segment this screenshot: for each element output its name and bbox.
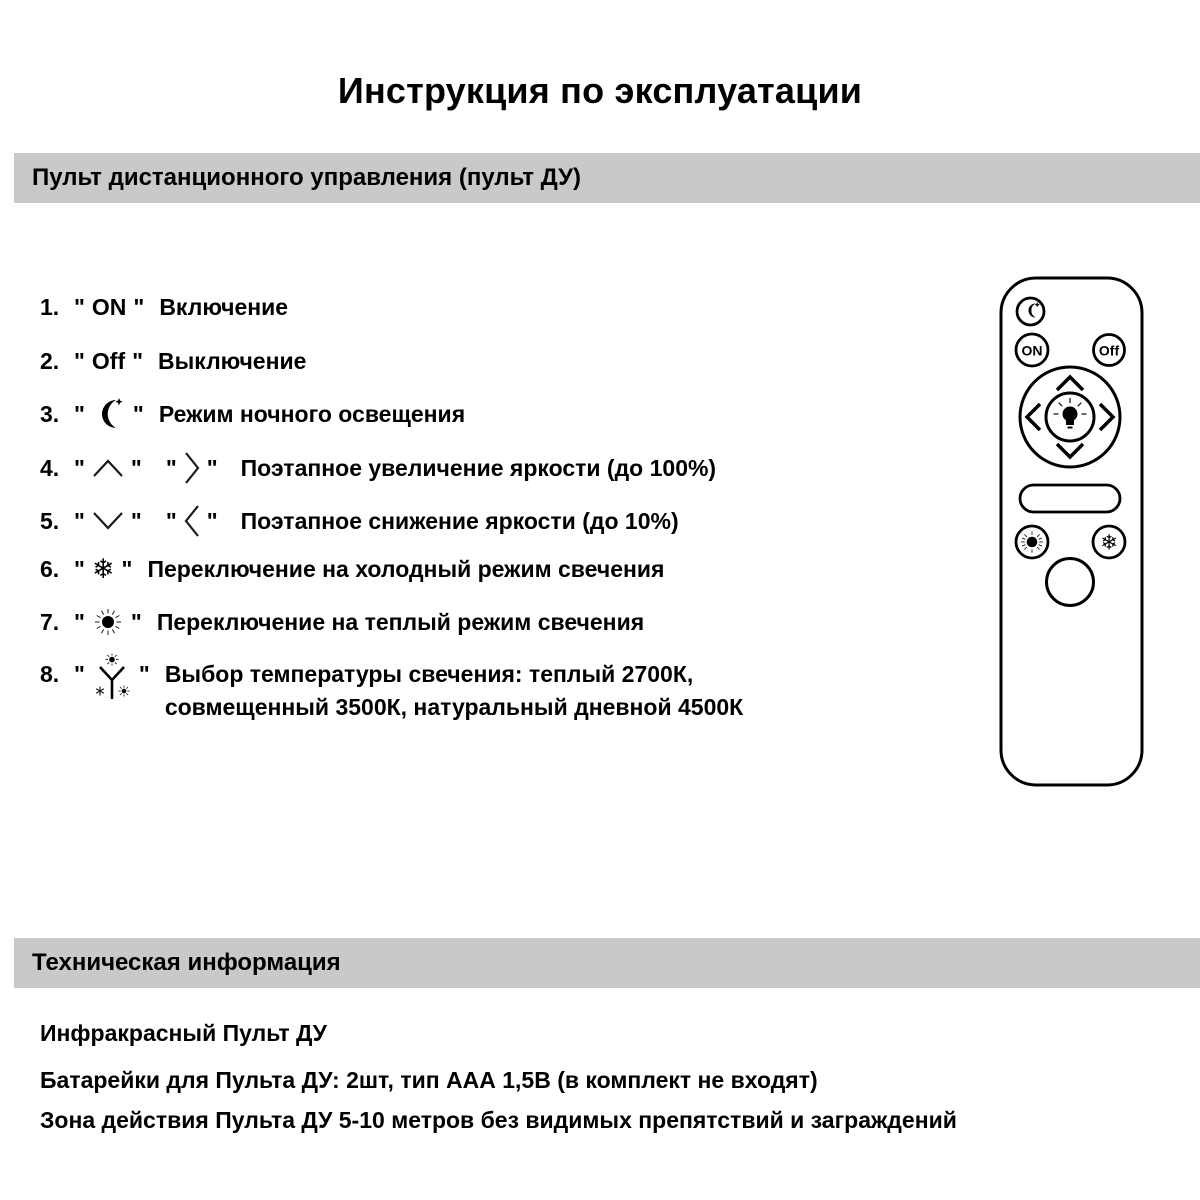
section-heading-tech-text: Техническая информация <box>32 949 341 976</box>
list-item-brightness-down <box>40 499 679 543</box>
quote-mark: " <box>74 555 85 582</box>
list-item-color-temperature <box>40 658 743 724</box>
item-number: 7. <box>40 608 60 635</box>
item-text-line1: Выбор температуры свечения: теплый 2700К, <box>164 661 694 687</box>
item-number: 8. <box>40 661 60 687</box>
quote-mark: " <box>138 661 150 687</box>
item-number: 1. <box>40 293 60 320</box>
chevron-down-icon <box>92 510 124 532</box>
list-item-on <box>40 285 288 329</box>
item-text-line2: совмещенный 3500К, натуральный дневной 4500К <box>164 694 744 720</box>
item-number: 2. <box>40 347 60 374</box>
sun-icon <box>92 606 124 638</box>
item-text: Переключение на холодный режим свечения <box>147 555 665 582</box>
quote-mark: " <box>132 347 144 374</box>
pill-button <box>1020 485 1120 512</box>
section-heading-technical-info <box>14 938 1200 988</box>
item-text: Поэтапное снижение яркости (до 10%) <box>240 507 679 534</box>
section-heading-remote-text: Пульт дистанционного управления (пульт ДУ) <box>32 164 581 191</box>
quote-mark: " <box>130 454 142 481</box>
item-text: Режим ночного освещения <box>158 400 466 427</box>
tech-info-line: Зона действия Пульта ДУ 5-10 метров без видимых препятствий и заграждений <box>40 1107 957 1133</box>
item-number: 4. <box>40 454 60 481</box>
list-item-off <box>40 339 306 383</box>
quote-mark: " <box>74 661 85 687</box>
list-item-night-mode <box>40 392 465 436</box>
chevron-right-icon <box>184 450 200 486</box>
item-number: 3. <box>40 400 60 427</box>
quote-mark: " <box>74 347 85 374</box>
remote-control-illustration <box>999 276 1145 788</box>
snowflake-icon: ❄ <box>91 553 115 585</box>
off-token: Off <box>91 347 126 374</box>
quote-mark: " <box>130 507 142 534</box>
item-text: Выключение <box>158 347 307 374</box>
quote-mark: " <box>133 293 145 320</box>
crescent-moon-icon <box>92 397 126 431</box>
chevron-left-icon <box>184 503 200 539</box>
quote-mark: " <box>165 454 177 481</box>
quote-mark: " <box>74 608 85 635</box>
sun-icon <box>1021 531 1043 553</box>
color-temperature-select-icon <box>92 653 132 701</box>
item-text <box>165 658 743 724</box>
quote-mark: " <box>206 454 218 481</box>
item-text: Включение <box>159 293 289 320</box>
item-text: Переключение на теплый режим свечения <box>156 608 645 635</box>
chevron-up-icon <box>92 457 124 479</box>
item-text: Поэтапное увеличение яркости (до 100%) <box>240 454 717 481</box>
quote-mark: " <box>74 507 85 534</box>
quote-mark: " <box>121 555 133 582</box>
on-token: ON <box>91 293 127 320</box>
quote-mark: " <box>74 400 85 427</box>
on-button-label: ON <box>1021 342 1043 359</box>
quote-mark: " <box>74 293 85 320</box>
quote-mark: " <box>130 608 142 635</box>
quote-mark: " <box>132 400 144 427</box>
quote-mark: " <box>74 454 85 481</box>
item-number: 6. <box>40 555 60 582</box>
list-item-brightness-up <box>40 446 716 490</box>
tech-info-line: Инфракрасный Пульт ДУ <box>40 1020 327 1046</box>
list-item-warm-mode <box>40 600 644 644</box>
section-heading-remote-control <box>14 153 1200 203</box>
page-title: Инструкция по эксплуатации <box>337 70 863 111</box>
snowflake-icon: ❄ <box>1100 530 1118 555</box>
item-number: 5. <box>40 507 60 534</box>
quote-mark: " <box>165 507 177 534</box>
quote-mark: " <box>206 507 218 534</box>
tech-info-line: Батарейки для Пульта ДУ: 2шт, тип ААА 1,5В (в комплект не входят) <box>40 1067 818 1093</box>
off-button-label: Off <box>1098 342 1120 359</box>
list-item-cold-mode <box>40 547 664 591</box>
